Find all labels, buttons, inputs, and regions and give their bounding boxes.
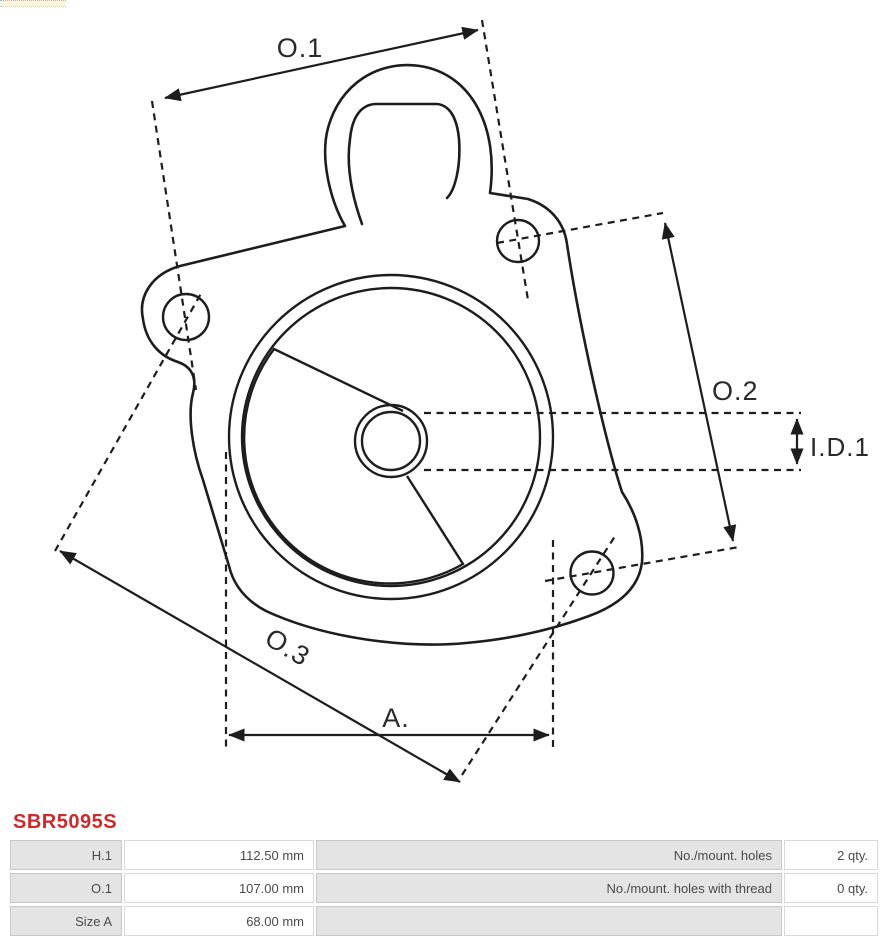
ext-line-o3-top — [55, 290, 203, 551]
attr-value-cell — [784, 906, 878, 936]
attr-name-cell — [316, 906, 782, 936]
attr-name-cell: No./mount. holes — [316, 840, 782, 870]
shaft-hub-outer — [355, 405, 427, 477]
ext-line-o2-top — [497, 213, 663, 243]
mount-lug-inner-opening — [349, 104, 460, 224]
dim-label-o3: O.3 — [259, 622, 316, 673]
table-row — [10, 906, 878, 936]
attr-value-cell: 2 qty. — [784, 840, 878, 870]
dim-label-a: A. — [382, 703, 410, 733]
dim-name-cell: O.1 — [10, 873, 122, 903]
mount-hole-left — [163, 294, 209, 340]
part-number: SBR5095S — [13, 811, 118, 833]
dim-value-cell: 112.50 mm — [124, 840, 314, 870]
dim-label-o2: O.2 — [712, 376, 759, 406]
attr-name-cell: No./mount. holes with thread — [316, 873, 782, 903]
ext-line-o1-left — [152, 101, 196, 390]
table-row — [10, 873, 878, 903]
shaft-hub-inner — [362, 412, 420, 470]
dim-name-cell: H.1 — [10, 840, 122, 870]
dim-label-o1: O.1 — [276, 33, 324, 63]
spec-table — [10, 840, 878, 939]
dim-name-cell: Size A — [10, 906, 122, 936]
dim-label-id1: I.D.1 — [810, 432, 870, 462]
gasket-outline — [142, 65, 642, 644]
center-bore-outer-ring — [229, 275, 553, 599]
center-sector-detail — [244, 349, 463, 583]
dim-value-cell: 68.00 mm — [124, 906, 314, 936]
table-row — [10, 840, 878, 870]
dim-value-cell: 107.00 mm — [124, 873, 314, 903]
attr-value-cell: 0 qty. — [784, 873, 878, 903]
